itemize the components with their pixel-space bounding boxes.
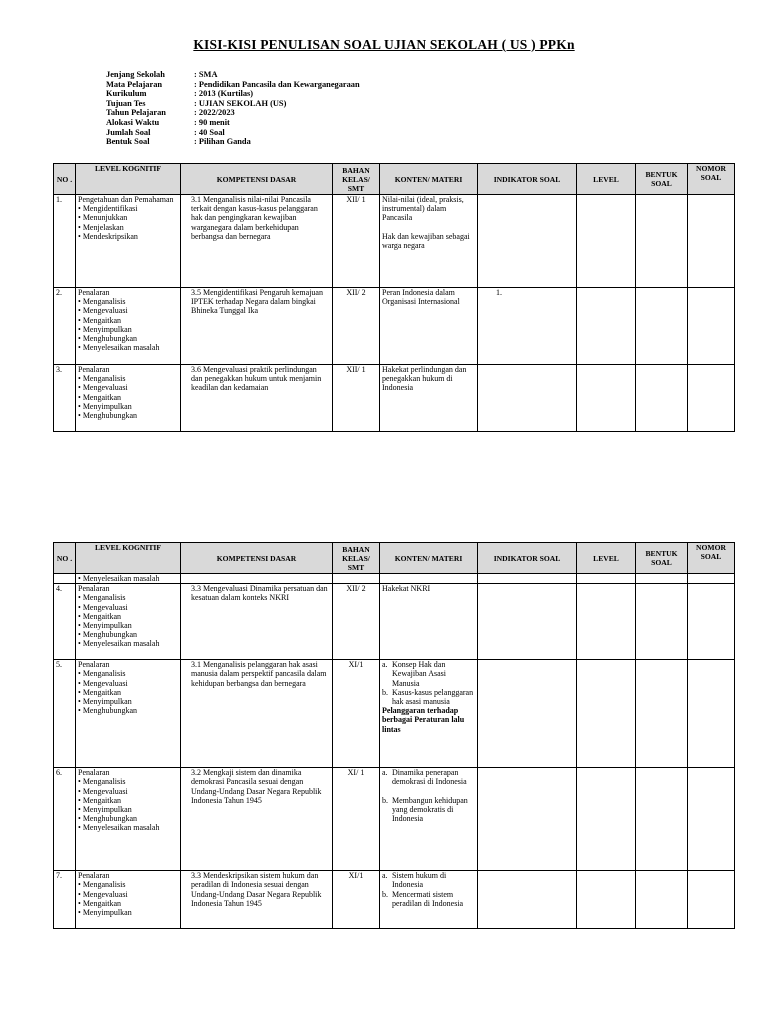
level-item: • Menyelesaikan masalah	[85, 574, 178, 583]
level-item: • Menjelaskan	[85, 223, 178, 232]
meta-row	[106, 108, 360, 118]
table-row	[54, 584, 735, 660]
cell-nomor	[688, 660, 735, 768]
level-item: • Mengevaluasi	[85, 787, 178, 796]
level-item: • Menghubungkan	[85, 630, 178, 639]
cell-bahan: XII/ 1	[333, 365, 380, 432]
cell-konten	[380, 584, 478, 660]
level-item: • Menganalisis	[85, 593, 178, 602]
level-item: • Mengaitkan	[85, 612, 178, 621]
konten-bold-text: Pelanggaran terhadap berbagai Peraturan lalu lintas	[382, 706, 465, 734]
meta-value: : 40 Soal	[194, 127, 225, 137]
cell-no	[54, 574, 76, 584]
konten-text: Hakekat NKRI	[382, 584, 431, 594]
meta-key: Alokasi Waktu	[106, 117, 160, 127]
cell-level	[577, 365, 636, 432]
header-kompetensi: KOMPETENSI DASAR	[181, 543, 333, 574]
kisi-table-page-1	[53, 163, 735, 432]
level-heading: Penalaran	[78, 871, 110, 881]
kisi-table-page-2	[53, 542, 735, 929]
konten-item	[382, 687, 475, 707]
konten-marker: a.	[382, 660, 388, 670]
cell-level	[577, 660, 636, 768]
konten-text: Peran Indonesia dalam Organisasi Internasional	[382, 288, 460, 307]
level-item: • Menghubungkan	[85, 334, 178, 343]
cell-kompetensi: 3.2 Mengkaji sistem dan dinamika demokrasi Pancasila sesuai dengan Undang-Undang Dasar Negara Republik Indonesia Tahun 1945	[181, 768, 333, 871]
cell-nomor	[688, 871, 735, 929]
konten-item-text: Sistem hukum di Indonesia	[392, 871, 447, 890]
header-level: LEVEL	[577, 164, 636, 195]
cell-bentuk	[636, 365, 688, 432]
document-metadata	[106, 70, 360, 147]
cell-level-kognitif	[76, 871, 181, 929]
meta-key: Kurikulum	[106, 89, 147, 99]
level-item: • Menunjukkan	[85, 213, 178, 222]
cell-indikator	[478, 871, 577, 929]
cell-level-kognitif	[76, 660, 181, 768]
header-level: LEVEL	[577, 543, 636, 574]
meta-row	[106, 99, 360, 109]
cell-nomor	[688, 365, 735, 432]
header-bahan: BAHAN KELAS/ SMT	[333, 543, 380, 574]
level-item: • Mengaitkan	[85, 393, 178, 402]
table-row	[54, 768, 735, 871]
konten-item-text: Mencermati sistem peradilan di Indonesia	[392, 889, 464, 908]
level-item: • Menyelesaikan masalah	[85, 343, 178, 352]
meta-value: : UJIAN SEKOLAH (US)	[194, 98, 287, 108]
cell-indikator	[478, 365, 577, 432]
konten-item	[382, 660, 475, 688]
header-level-kognitif: LEVEL KOGNITIF	[76, 543, 181, 574]
level-heading: Penalaran	[78, 584, 110, 594]
cell-level-kognitif	[76, 584, 181, 660]
cell-indikator	[478, 768, 577, 871]
konten-item-text: Dinamika penerapan demokrasi di Indonesia	[392, 768, 467, 787]
konten-list	[382, 768, 475, 823]
meta-value: : 2013 (Kurtilas)	[194, 89, 254, 99]
meta-row	[106, 89, 360, 99]
cell-indikator: 1.	[478, 288, 577, 365]
document-title: KISI-KISI PENULISAN SOAL UJIAN SEKOLAH ( US ) PPKn	[193, 37, 575, 52]
cell-bentuk	[636, 288, 688, 365]
cell-konten	[380, 288, 478, 365]
cell-nomor	[688, 288, 735, 365]
cell-bahan: XI/1	[333, 871, 380, 929]
cell-level-kognitif	[76, 195, 181, 288]
cell-no: 4.	[54, 584, 76, 660]
cell-bahan: XII/ 2	[333, 584, 380, 660]
konten-list	[382, 660, 475, 706]
level-item: • Menyimpulkan	[85, 908, 178, 917]
cell-konten	[380, 195, 478, 288]
level-list	[78, 297, 178, 352]
cell-kompetensi: 3.1 Menganalisis nilai-nilai Pancasila terkait dengan kasus-kasus pelanggaran hak dan pengingkaran kewajiban warganegara dalam berkehidupan berbangsa dan bernegara	[181, 195, 333, 288]
meta-row	[106, 70, 360, 80]
level-heading: Penalaran	[78, 768, 110, 778]
level-item: • Mengaitkan	[85, 796, 178, 805]
meta-value: : 2022/2023	[194, 108, 235, 118]
cell-no: 6.	[54, 768, 76, 871]
level-item: • Menganalisis	[85, 374, 178, 383]
level-item: • Menghubungkan	[85, 706, 178, 715]
level-item: • Menyimpulkan	[85, 325, 178, 334]
cell-konten	[380, 871, 478, 929]
konten-item-text: Membangun kehidupan yang demokratis di Indonesia	[392, 795, 468, 824]
cell-bahan: XII/ 1	[333, 195, 380, 288]
level-item: • Mengidentifikasi	[85, 204, 178, 213]
header-indikator: INDIKATOR SOAL	[478, 543, 577, 574]
level-list	[78, 880, 178, 917]
header-kompetensi: KOMPETENSI DASAR	[181, 164, 333, 195]
level-item: • Menganalisis	[85, 669, 178, 678]
konten-marker: b.	[382, 795, 388, 805]
meta-row	[106, 80, 360, 90]
cell-no: 1.	[54, 195, 76, 288]
konten-text: Hak dan kewajiban sebagai warga negara	[382, 231, 470, 250]
header-nomor: NOMOR SOAL	[688, 164, 735, 195]
konten-item	[382, 768, 475, 787]
meta-value: : Pendidikan Pancasila dan Kewarganegaraan	[194, 79, 360, 89]
level-item: • Menganalisis	[85, 777, 178, 786]
level-item: • Mendeskripsikan	[85, 232, 178, 241]
level-item: • Mengevaluasi	[85, 890, 178, 899]
konten-item-text: Konsep Hak dan Kewajiban Asasi Manusia	[392, 660, 446, 688]
header-nomor: NOMOR SOAL	[688, 543, 735, 574]
cell-level	[577, 195, 636, 288]
level-item: • Menyimpulkan	[85, 805, 178, 814]
cell-konten	[380, 365, 478, 432]
level-list	[78, 374, 178, 420]
level-list	[78, 593, 178, 648]
meta-key: Tahun Pelajaran	[106, 108, 166, 118]
level-list	[78, 204, 178, 241]
meta-value: : SMA	[194, 70, 218, 79]
cell-level	[577, 768, 636, 871]
level-item: • Menghubungkan	[85, 814, 178, 823]
meta-row	[106, 128, 360, 138]
meta-row	[106, 137, 360, 147]
cell-nomor	[688, 195, 735, 288]
konten-marker: a.	[382, 768, 388, 778]
level-item: • Mengevaluasi	[85, 679, 178, 688]
cell-bentuk	[636, 584, 688, 660]
meta-key: Mata Pelajaran	[106, 79, 163, 89]
level-heading: Penalaran	[78, 288, 110, 297]
cell-kompetensi: 3.3 Mendeskripsikan sistem hukum dan peradilan di Indonesia sesuai dengan Undang-Undang Dasar Negara Republik Indonesia Tahun 1945	[181, 871, 333, 929]
level-item: • Menyelesaikan masalah	[85, 639, 178, 648]
meta-value: : Pilihan Ganda	[194, 137, 251, 147]
konten-item-text: Kasus-kasus pelanggaran hak asasi manusia	[392, 687, 474, 707]
cell-indikator	[478, 195, 577, 288]
level-item: • Mengevaluasi	[85, 383, 178, 392]
level-item: • Menghubungkan	[85, 411, 178, 420]
meta-value: : 90 menit	[194, 117, 230, 127]
level-list	[78, 669, 178, 715]
header-bahan: BAHAN KELAS/ SMT	[333, 164, 380, 195]
table-row	[54, 871, 735, 929]
konten-list	[382, 871, 475, 908]
level-item: • Mengaitkan	[85, 899, 178, 908]
konten-item	[382, 871, 475, 890]
cell-kompetensi: 3.6 Mengevaluasi praktik perlindungan dan penegakkan hukum untuk menjamin keadilan dan kedamaian	[181, 365, 333, 432]
level-item: • Menganalisis	[85, 880, 178, 889]
header-bentuk: BENTUK SOAL	[636, 543, 688, 574]
table-row-continuation	[54, 574, 735, 584]
konten-marker: b.	[382, 687, 388, 697]
cell-no: 2.	[54, 288, 76, 365]
konten-item	[382, 889, 475, 908]
meta-key: Jumlah Soal	[106, 127, 151, 137]
cell-level	[577, 288, 636, 365]
level-heading: Penalaran	[78, 365, 110, 374]
konten-marker: b.	[382, 889, 388, 899]
cell-level	[577, 871, 636, 929]
konten-marker: a.	[382, 871, 388, 881]
cell-no: 7.	[54, 871, 76, 929]
cell-bentuk	[636, 660, 688, 768]
table-header-row	[54, 543, 735, 574]
cell-kompetensi: 3.3 Mengevaluasi Dinamika persatuan dan kesatuan dalam konteks NKRI	[181, 584, 333, 660]
meta-key: Bentuk Soal	[106, 137, 150, 147]
level-item: • Menyimpulkan	[85, 697, 178, 706]
cell-nomor	[688, 768, 735, 871]
cell-no: 3.	[54, 365, 76, 432]
cell-level-kognitif	[76, 365, 181, 432]
table-row	[54, 288, 735, 365]
level-item: • Menganalisis	[85, 297, 178, 306]
header-konten: KONTEN/ MATERI	[380, 164, 478, 195]
konten-text: Hakekat perlindungan dan penegakkan hukum di Indonesia	[382, 365, 467, 393]
level-item: • Menyimpulkan	[85, 402, 178, 411]
cell-konten	[380, 768, 478, 871]
table-header-row	[54, 164, 735, 195]
level-heading: Penalaran	[78, 660, 110, 670]
level-item: • Mengevaluasi	[85, 603, 178, 612]
table-row	[54, 660, 735, 768]
cell-bentuk	[636, 195, 688, 288]
header-no: NO .	[54, 543, 76, 574]
cell-bentuk	[636, 768, 688, 871]
level-item: • Mengaitkan	[85, 688, 178, 697]
header-bentuk: BENTUK SOAL	[636, 164, 688, 195]
level-item: • Menyelesaikan masalah	[85, 823, 178, 832]
konten-item	[382, 795, 475, 824]
cell-level	[577, 584, 636, 660]
meta-key: Tujuan Tes	[106, 98, 146, 108]
header-no: NO .	[54, 164, 76, 195]
table-row	[54, 195, 735, 288]
meta-row	[106, 118, 360, 128]
cell-indikator	[478, 584, 577, 660]
cell-level-kognitif	[76, 768, 181, 871]
cell-level-kognitif	[76, 574, 181, 584]
table-row	[54, 365, 735, 432]
cell-bahan: XI/1	[333, 660, 380, 768]
cell-kompetensi: 3.1 Menganalisis pelanggaran hak asasi manusia dalam perspektif pancasila dalam kehidupan berbangsa dan bernegara	[181, 660, 333, 768]
meta-key: Jenjang Sekolah	[106, 70, 165, 79]
level-item: • Mengaitkan	[85, 316, 178, 325]
cell-bahan: XII/ 2	[333, 288, 380, 365]
konten-text: Nilai-nilai (ideal, praksis, instrumental) dalam Pancasila	[382, 195, 464, 223]
header-konten: KONTEN/ MATERI	[380, 543, 478, 574]
level-item: • Menyimpulkan	[85, 621, 178, 630]
cell-kompetensi: 3.5 Mengidentifikasi Pengaruh kemajuan IPTEK terhadap Negara dalam bingkai Bhineka Tunggal Ika	[181, 288, 333, 365]
header-level-kognitif: LEVEL KOGNITIF	[76, 164, 181, 195]
cell-bahan: XI/ 1	[333, 768, 380, 871]
cell-no: 5.	[54, 660, 76, 768]
level-list	[78, 777, 178, 832]
header-indikator: INDIKATOR SOAL	[478, 164, 577, 195]
cell-konten	[380, 660, 478, 768]
level-item: • Mengevaluasi	[85, 306, 178, 315]
cell-level-kognitif	[76, 288, 181, 365]
cell-indikator	[478, 660, 577, 768]
level-heading: Pengetahuan dan Pemahaman	[78, 195, 174, 204]
cell-bentuk	[636, 871, 688, 929]
cell-nomor	[688, 584, 735, 660]
